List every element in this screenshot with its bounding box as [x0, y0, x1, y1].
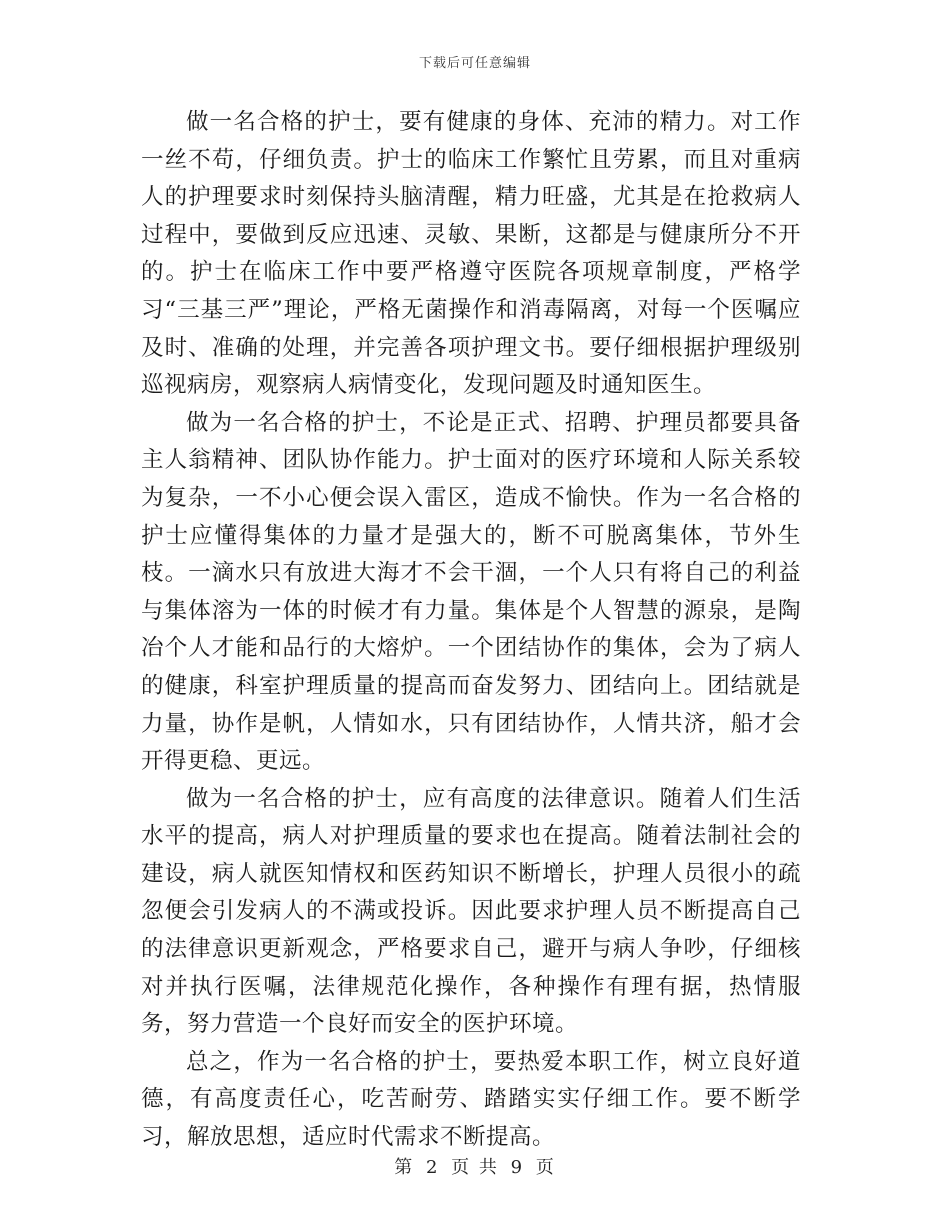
page-footer [0, 1153, 950, 1179]
footer-middle: 页 共 [451, 1157, 499, 1178]
paragraph-legal-awareness: 做为一名合格的护士，应有高度的法律意识。随着人们生活水平的提高，病人对护理质量的要求也在提高。随着法制社会的建设，病人就医知情权和医药知识不断增长，护理人员很小的疏忽便会引发病人的不满或投诉。因此要求护理人员不断提高自己的法律意识更新观念，严格要求自己，避开与病人争吵，仔细核对并执行医嘱，法律规范化操作，各种操作有理有据，热情服务，努力营造一个良好而安全的医护环境。 [141, 785, 801, 1038]
paragraph-conclusion: 总之，作为一名合格的护士，要热爱本职工作，树立良好道德，有高度责任心，吃苦耐劳、踏踏实实仔细工作。要不断学习，解放思想，适应时代需求不断提高。 [141, 1048, 801, 1151]
footer-total-pages: 9 [510, 1157, 525, 1178]
paragraph-health: 做一名合格的护士，要有健康的身体、充沛的精力。对工作一丝不苟，仔细负责。护士的临床工作繁忙且劳累，而且对重病人的护理要求时刻保持头脑清醒，精力旺盛，尤其是在抢救病人过程中，要做到反应迅速、灵敏、果断，这都是与健康所分不开的。护士在临床工作中要严格遵守医院各项规章制度，严格学习“三基三严”理论，严格无菌操作和消毒隔离，对每一个医嘱应及时、准确的处理，并完善各项护理文书。要仔细根据护理级别巡视病房，观察病人病情变化，发现问题及时通知医生。 [141, 109, 801, 399]
footer-page-number: 2 [425, 1157, 440, 1178]
footer-prefix: 第 [394, 1157, 415, 1178]
footer-suffix: 页 [535, 1157, 556, 1178]
document-body [141, 104, 801, 1157]
paragraph-teamwork: 做为一名合格的护士，不论是正式、招聘、护理员都要具备主人翁精神、团队协作能力。护士面对的医疗环境和人际关系较为复杂，一不小心便会误入雷区，造成不愉快。作为一名合格的护士应懂得集体的力量才是强大的，断不可脱离集体，节外生枝。一滴水只有放进大海才不会干涸，一个人只有将自己的利益与集体溶为一体的时候才有力量。集体是个人智慧的源泉，是陶冶个人才能和品行的大熔炉。一个团结协作的集体，会为了病人的健康，科室护理质量的提高而奋发努力、团结向上。团结就是力量，协作是帆，人情如水，只有团结协作，人情共济，船才会开得更稳、更远。 [141, 409, 801, 775]
page-header: 下载后可任意编辑 [418, 56, 531, 71]
